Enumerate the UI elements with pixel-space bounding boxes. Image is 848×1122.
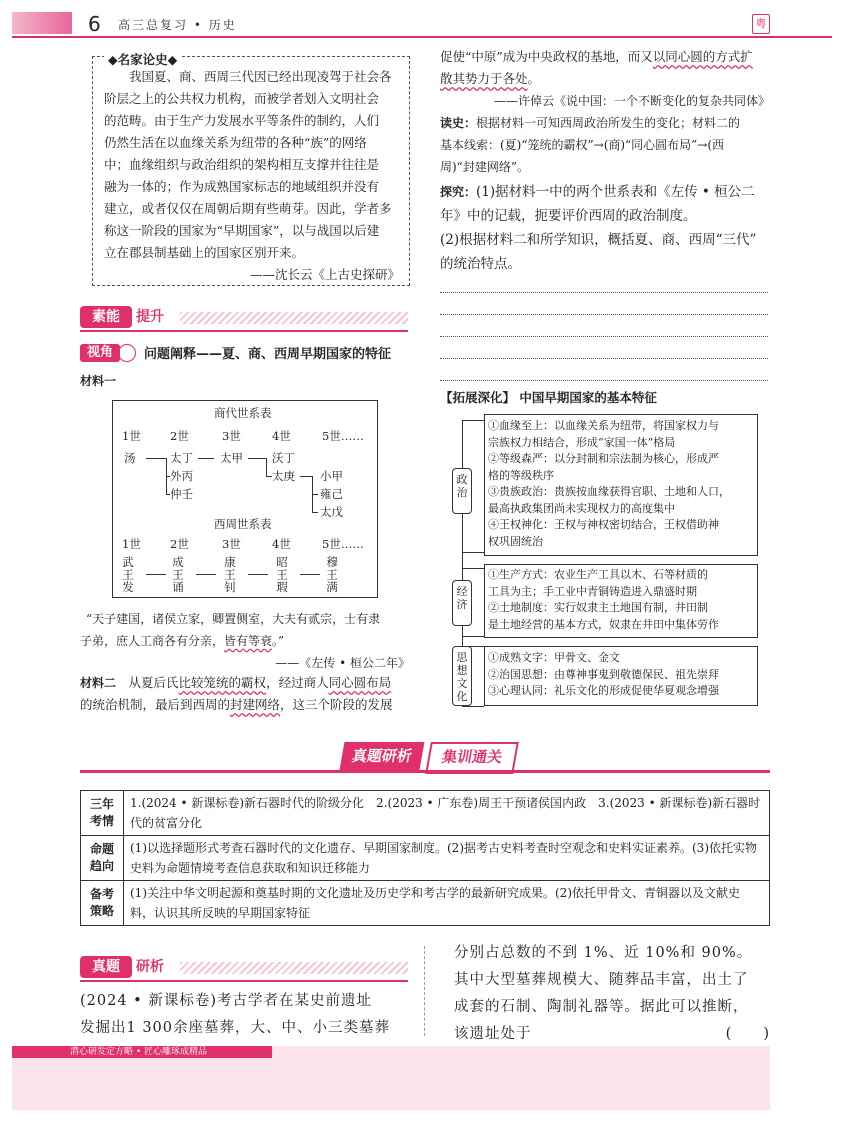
circle-icon <box>118 344 136 362</box>
section-tag-sub: 提升 <box>136 309 164 325</box>
gen-4: 4世 <box>272 537 291 551</box>
region-badge: 粤 <box>752 14 770 34</box>
gen-2: 2世 <box>170 537 189 551</box>
ruler-kangwang: 康王钊 <box>223 556 237 594</box>
tree-link <box>248 458 266 459</box>
row-head: 三年考情 <box>81 791 124 836</box>
feature-connector <box>462 706 484 707</box>
ruler-xiaojia: 小甲 <box>320 469 343 483</box>
banner-right: 集训通关 <box>425 742 519 774</box>
question-line: 分别占总数的不到 1%、近 10%和 90%。 <box>454 945 753 961</box>
quote-source: ——沈长云《上古史探研》 <box>249 267 400 282</box>
gen-4: 4世 <box>272 429 291 443</box>
category-politics: 政治 <box>452 468 472 514</box>
reading-line: 基本线索：(夏)“笼统的霸权”→(商)“同心圆布局”→(西 <box>440 138 725 152</box>
extension-title: 【拓展深化】 中国早期国家的基本特征 <box>440 390 657 405</box>
ruler-muwang: 穆王满 <box>325 556 339 594</box>
quote-line: “天子建国，诸侯立家，卿置侧室，大夫有贰宗，士有隶 <box>86 612 381 626</box>
tree-link <box>300 476 312 477</box>
ruler-taiwu: 太戊 <box>320 505 343 519</box>
tree-link <box>312 494 318 495</box>
ruler-taiding: 太丁 <box>170 451 193 465</box>
quote-line: 融为一体的；作为成熟国家标志的地域组织并没有 <box>104 179 380 194</box>
table-row <box>81 791 770 836</box>
reading-line: 读史：根据材料一可知西周政治所发生的变化；材料二的 <box>440 116 741 130</box>
quote-line: 我国夏、商、西周三代因已经出现凌驾于社会各 <box>129 69 392 84</box>
row-text: (1)关注中华文明起源和奠基时期的文化遗址及历史学和考古学的最新研究成果。(2)依托甲骨文、青铜器以及文献史料，认识其所反映的早期国家特征 <box>124 881 770 926</box>
question-line: 其中大型墓葬规模大、随葬品丰富，出土了 <box>454 972 749 988</box>
category-economy: 经济 <box>452 580 472 626</box>
question-2: (2)根据材料二和所学知识，概括夏、商、西周“三代” <box>440 232 757 248</box>
reading-line: 周)“封建网络”。 <box>440 160 529 174</box>
diamond-icon: ◆ <box>108 52 118 67</box>
category-culture: 思想文化 <box>452 646 472 706</box>
zuozhuan-quote <box>80 608 410 674</box>
material-1-label: 材料一 <box>80 374 117 388</box>
question-left <box>80 988 414 1042</box>
tree-link <box>248 574 268 575</box>
answer-bracket[interactable]: ( ) <box>725 1026 770 1042</box>
famous-quote-title: ◆名家论史◆ <box>104 50 181 68</box>
quote-source: ——《左传 • 桓公二年》 <box>275 656 410 670</box>
feature-connector <box>462 568 484 569</box>
tree-link <box>300 574 320 575</box>
ruler-woding: 沃丁 <box>272 451 295 465</box>
exam-info-table <box>80 790 770 926</box>
banner-rule <box>80 770 770 773</box>
gen-2: 2世 <box>170 429 189 443</box>
diamond-icon: ◆ <box>167 52 178 67</box>
economy-text: ①生产方式：农业生产工具以木、石等材质的 工具为主；手工业中青铜铸造进入鼎盛时期 ②土地制度：实行奴隶主土地国有制，井田制 是土地经营的基本方式，奴隶在井田中集体劳作 <box>488 568 719 631</box>
ruler-zhongren: 仲壬 <box>170 487 193 501</box>
row-head: 命题趋向 <box>81 836 124 881</box>
gen-1: 1世 <box>122 537 141 551</box>
footer-slogan: 潜心研发定方略 • 匠心雕琢成精品 <box>70 1047 208 1057</box>
material-2-line: 的统治机制，最后到西周的封建网络，这三个阶段的发展 <box>80 697 393 712</box>
row-head: 备考策略 <box>81 881 124 926</box>
tree-link <box>312 512 318 513</box>
feature-connector <box>462 420 484 421</box>
quote-line: 仍然生活在以血缘关系为纽带的各种“族”的网络 <box>104 135 367 150</box>
gen-5: 5世…… <box>322 429 364 443</box>
quote-line: 建立，或者仅仅在周朝后期有些萌芽。因此，学者多 <box>104 201 392 216</box>
quote-line: 子弟，庶人工商各有分亲，皆有等衰。” <box>80 634 285 648</box>
row-text: (1)以选择题形式考查石器时代的文化遗存、早期国家制度。(2)据考古史料考查时空观念和史料实证素养。(3)依托实物史料为命题情境考查信息获取和知识迁移能力 <box>124 836 770 881</box>
tree-link <box>146 574 166 575</box>
ruler-waibing: 外丙 <box>170 469 193 483</box>
ruler-taijia: 太甲 <box>220 451 243 465</box>
material-2-line: 材料二 从夏后氏比较笼统的霸权，经过商人同心圆布局 <box>80 675 392 690</box>
question-right <box>454 940 770 1048</box>
ruler-wuwang: 武王发 <box>121 556 135 594</box>
ruler-zhaowang: 昭王瑕 <box>275 556 289 594</box>
right-column-text <box>440 46 770 276</box>
view-title: 问题阐释——夏、商、西周早期国家的特征 <box>144 347 392 362</box>
culture-text: ①成熟文字：甲骨文、金文 ②治国思想：由尊神事鬼到敬德保民、祖先崇拜 ③心理认同：礼乐文化的形成促使华夏观念增强 <box>488 651 719 697</box>
question-line: (2024 • 新课标卷)考古学者在某史前遗址 <box>80 993 372 1009</box>
section-rule <box>80 330 408 332</box>
tree-link <box>198 458 214 459</box>
question-line: 该遗址处于 ( ) <box>454 1021 770 1048</box>
answer-line[interactable] <box>440 336 768 337</box>
question-1: 探究：(1)据材料一中的两个世系表和《左传 • 桓公二 <box>440 184 755 200</box>
section-stripe <box>180 312 408 324</box>
shang-title: 商代世系表 <box>214 406 272 420</box>
ruler-yongji: 雍己 <box>320 487 343 501</box>
section-rule <box>80 980 408 982</box>
emphasis-text: 皆有等衰 <box>224 634 273 648</box>
section-tag: 素能 <box>80 306 132 328</box>
quote-line: 称这一阶段的国家为“早期国家”，以与战国以后建 <box>104 223 380 238</box>
section-stripe <box>180 962 408 974</box>
question-1-cont: 年》中的记载，扼要评价西周的政治制度。 <box>440 208 697 224</box>
ruler-tang: 汤 <box>124 451 136 465</box>
zhou-title: 西周世系表 <box>214 517 272 531</box>
answer-line[interactable] <box>440 292 768 293</box>
header-rule <box>12 36 832 38</box>
answer-line[interactable] <box>440 314 768 315</box>
material-2-cont: 促使“中原”成为中央政权的基地，而又以同心圆的方式扩 <box>440 49 753 64</box>
answer-line[interactable] <box>440 380 768 381</box>
view-tag: 视角 <box>80 344 120 362</box>
gen-5: 5世…… <box>322 537 364 551</box>
real-exam-tag-sub: 研析 <box>136 959 164 975</box>
page-number: 6 <box>88 12 101 36</box>
banner-left: 真题研析 <box>340 742 425 770</box>
gen-3: 3世 <box>222 537 241 551</box>
tree-link <box>196 574 216 575</box>
gen-1: 1世 <box>122 429 141 443</box>
column-divider <box>424 946 426 1036</box>
material-2-cont: 散其势力于各处。 <box>440 71 541 86</box>
quote-line: 立在郡县制基础上的国家区别开来。 <box>104 245 305 260</box>
answer-line[interactable] <box>440 358 768 359</box>
row-text: 1.(2024 • 新课标卷)新石器时代的阶级分化 2.(2023 • 广东卷)周王干预诸侯国内政 3.(2023 • 新课标卷)新石器时代的贫富分化 <box>124 791 770 836</box>
page-title: 高三总复习 • 历史 <box>118 18 237 32</box>
feature-connector <box>462 636 484 637</box>
question-line: 成套的石制、陶制礼器等。据此可以推断， <box>454 999 749 1015</box>
tree-link <box>146 458 166 459</box>
ruler-taigeng: 太庚 <box>272 469 295 483</box>
real-exam-tag: 真题 <box>80 956 132 978</box>
feature-connector <box>462 552 484 553</box>
table-row <box>81 836 770 881</box>
famous-quote-body <box>104 66 400 286</box>
gen-3: 3世 <box>222 429 241 443</box>
material-2 <box>80 672 410 716</box>
ruler-chengwang: 成王诵 <box>171 556 185 594</box>
material-2-source: ——许倬云《说中国：一个不断变化的复杂共同体》 <box>493 94 770 108</box>
quote-line: 阶层之上的公共权力机构，而被学者划入文明社会 <box>104 91 380 106</box>
quote-line: 的范畴。由于生产力发展水平等条件的制约，人们 <box>104 113 380 128</box>
table-row <box>81 881 770 926</box>
politics-text: ①血缘至上：以血缘关系为纽带，将国家权力与 宗族权力相结合，形成“家国一体”格局 ②等级森严：以分封制和宗法制为核心，形成严 格的等级秩序 ③贵族政治：贵族按血缘获得官职、土地和人口， 最高执政集团尚未实现权力的高度集中 ④王权神化：王权与神权密切结合，王权借助神 权巩固统治 <box>488 419 730 548</box>
question-2-cont: 的统治特点。 <box>440 256 521 272</box>
quote-line: 中；血缘组织与政治组织的架构相互支撑并往往是 <box>104 157 380 172</box>
question-line: 发掘出1 300余座墓葬，大、中、小三类墓葬 <box>80 1020 391 1036</box>
tree-link <box>266 458 267 476</box>
header-decor-bar <box>12 12 72 34</box>
